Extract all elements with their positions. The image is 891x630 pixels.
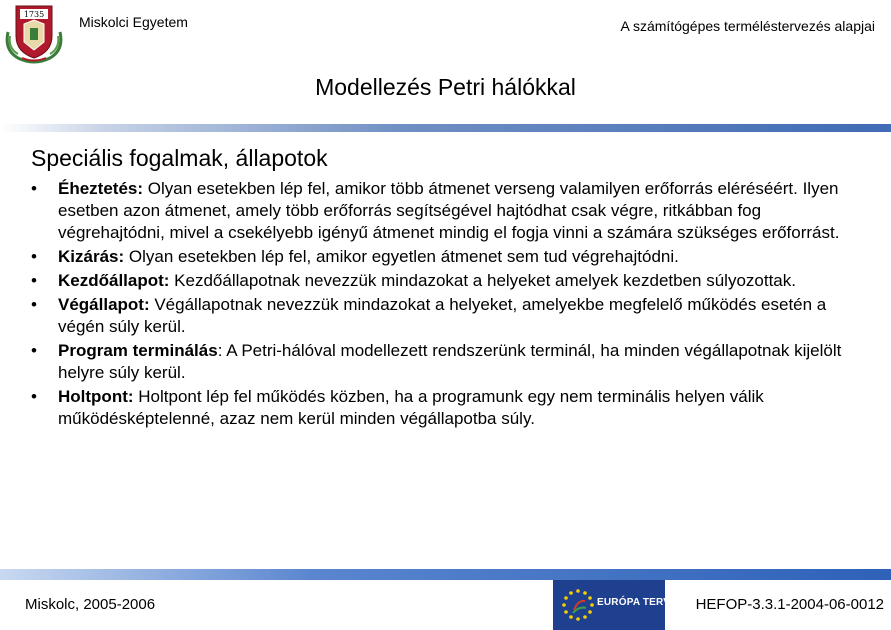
title-divider-bar [0,124,891,132]
definition-text: Olyan esetekben lép fel, amikor egyetlen átmenet sem tud végrehajtódni. [124,247,679,266]
definition-text: : A Petri-hálóval modellezett rendszerünk terminál, ha minden végállapotnak kijelölt helyre súly kerül. [58,341,842,382]
definition-text: Olyan esetekben lép fel, amikor több átmenet verseng valamilyen erőforrás eléréséért. Ilyen esetben azon átmenet, amely több erőforrás segítségével hajtódhat csak végre, ritkábban fog végrehajtódni, mivel a csekélyebb igényű átmenet mindig el fogja vinni a számára szükséges erőforrást. [58,179,840,242]
list-item [31,270,861,292]
bullet-icon: • [31,179,37,198]
europa-terv-text: EURÓPA TERV [597,597,671,608]
university-name: Miskolci Egyetem [79,14,188,30]
list-item [31,294,861,338]
list-item [31,340,861,384]
europa-terv-logo [553,580,671,630]
list-item [31,246,861,268]
term-exclusion: Kizárás: [58,247,125,266]
eu-stars-icon [559,582,597,628]
definitions-list [31,178,861,432]
slide-title: Modellezés Petri hálókkal [315,74,576,100]
definition-text: Holtpont lép fel működés közben, ha a programunk egy nem terminális helyen válik működésképtelenné, azaz nem kerül minden végállapotba súly. [58,387,764,428]
term-deadlock: Holtpont: [58,387,134,406]
bullet-icon: • [31,271,37,290]
term-starvation: Éheztetés: [58,179,144,198]
university-crest-logo [4,2,64,64]
course-title: A számítógépes terméléstervezés alapjai [620,18,875,34]
bullet-icon: • [31,295,37,314]
term-initial-state: Kezdőállapot: [58,271,170,290]
crest-year-text: 1735 [23,10,45,19]
list-item [31,178,861,244]
footer-location-date: Miskolc, 2005-2006 [25,596,156,613]
definition-text: Kezdőállapotnak nevezzük mindazokat a helyeket amelyek kezdetben súlyozottak. [169,271,796,290]
definition-text: Végállapotnak nevezzük mindazokat a helyeket, amelyekbe megfelelő működés esetén a végén súly kerül. [58,295,827,336]
footer-project-code: HEFOP-3.3.1-2004-06-0012 [695,596,884,613]
bullet-icon: • [31,341,37,360]
list-item [31,386,861,430]
term-final-state: Végállapot: [58,295,150,314]
footer-divider-bar [0,569,891,580]
term-program-termination: Program terminálás [58,341,218,360]
bullet-icon: • [31,247,37,266]
bullet-icon: • [31,387,37,406]
section-title: Speciális fogalmak, állapotok [31,145,328,171]
